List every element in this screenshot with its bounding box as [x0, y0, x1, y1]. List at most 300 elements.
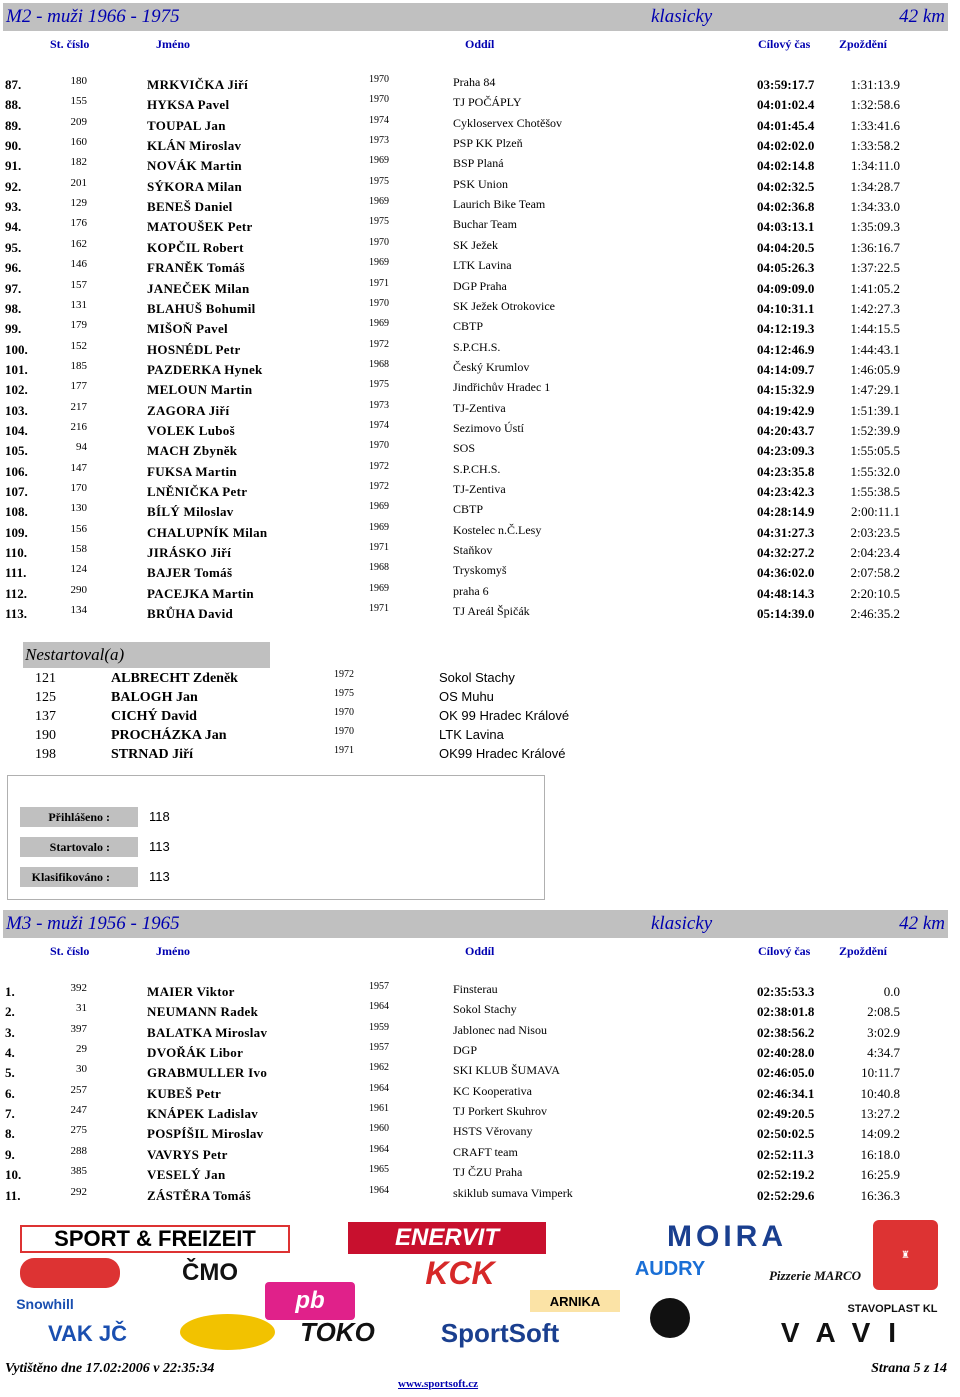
sponsor-name: KCK [425, 1254, 495, 1291]
delay-cell: 1:51:39.1 [850, 402, 900, 418]
table-row [0, 1122, 960, 1142]
year-cell: 1965 [369, 1164, 389, 1176]
year-cell: 1970 [334, 707, 354, 718]
table-row [0, 1102, 960, 1122]
club-cell: S.P.CH.S. [453, 461, 501, 476]
rank-cell: 3. [5, 1024, 15, 1040]
start-number-cell: 182 [70, 156, 87, 169]
club-cell: Kostelec n.Č.Lesy [453, 522, 542, 537]
name-cell: BENEŠ Daniel [147, 199, 233, 215]
year-cell: 1969 [369, 257, 389, 269]
website-link[interactable]: www.sportsoft.cz [398, 1378, 479, 1390]
rank-cell: 110. [5, 545, 28, 561]
table-row [0, 1000, 960, 1020]
time-cell: 02:40:28.0 [757, 1045, 815, 1061]
sponsor-logo [530, 1290, 620, 1312]
delay-cell: 1:42:27.3 [850, 300, 900, 316]
name-cell: BRŮHA David [147, 606, 234, 622]
delay-cell: 2:46:35.2 [850, 606, 900, 622]
club-cell: TJ ČZU Praha [453, 1165, 523, 1180]
club-cell: TJ Porkert Skuhrov [453, 1104, 547, 1119]
delay-cell: 10:40.8 [860, 1085, 900, 1101]
year-cell: 1964 [369, 1001, 389, 1013]
name-cell: VAVRYS Petr [147, 1146, 228, 1162]
name-cell: PROCHÁZKA Jan [111, 728, 227, 743]
rank-cell: 95. [5, 239, 22, 255]
time-cell: 03:59:17.7 [757, 77, 815, 92]
club-cell: BSP Planá [453, 156, 504, 171]
rank-cell: 93. [5, 199, 22, 215]
table-row [0, 439, 960, 459]
year-cell: 1973 [369, 399, 389, 411]
time-cell: 02:38:56.2 [757, 1024, 815, 1040]
start-number-cell: 290 [70, 583, 87, 596]
club-cell: Laurich Bike Team [453, 197, 546, 212]
rank-cell: 107. [5, 484, 28, 499]
year-cell: 1964 [369, 1082, 389, 1094]
name-cell: NOVÁK Martin [147, 158, 242, 174]
year-cell: 1971 [369, 542, 389, 554]
time-cell: 04:12:19.3 [757, 321, 815, 337]
start-number-cell: 147 [70, 461, 87, 474]
table-row [0, 1163, 960, 1183]
year-cell: 1969 [369, 521, 389, 533]
rank-cell: 104. [5, 422, 28, 438]
category-style: klasicky [651, 6, 713, 27]
year-cell: 1961 [369, 1103, 389, 1115]
club-cell: PSP KK Plzeň [453, 136, 523, 151]
year-cell: 1971 [334, 745, 354, 756]
table-row [0, 73, 960, 93]
sponsor-logo [765, 1264, 865, 1288]
delay-cell: 1:34:33.0 [850, 199, 900, 215]
sponsor-name: SportSoft [440, 1317, 560, 1348]
name-cell: CHALUPNÍK Milan [147, 524, 268, 540]
start-number-cell: 209 [70, 115, 87, 128]
col-club: Oddíl [465, 37, 495, 51]
year-cell: 1957 [369, 1042, 389, 1054]
start-number-cell: 190 [35, 728, 56, 743]
year-cell: 1973 [369, 135, 389, 147]
sponsor-name: VAVI [780, 1317, 915, 1348]
start-number-cell: 180 [70, 75, 87, 87]
year-cell: 1964 [369, 1184, 389, 1196]
time-cell: 04:19:42.9 [757, 402, 815, 418]
club-cell: OS Muhu [439, 689, 494, 704]
club-cell: praha 6 [453, 583, 489, 598]
start-number-cell: 185 [70, 359, 87, 372]
table-row [0, 256, 960, 276]
list-item [0, 744, 960, 763]
rank-cell: 89. [5, 117, 22, 133]
col-name: Jméno [156, 37, 190, 51]
year-cell: 1974 [369, 419, 389, 431]
rank-cell: 106. [5, 463, 28, 479]
table-row [0, 1021, 960, 1041]
column-headers [0, 35, 960, 53]
rank-cell: 101. [5, 361, 28, 377]
table-row [0, 419, 960, 439]
rank-cell: 103. [5, 402, 28, 418]
club-cell: TJ Areál Špičák [453, 604, 530, 619]
year-cell: 1968 [369, 358, 389, 370]
club-cell: OK 99 Hradec Králové [439, 708, 570, 723]
start-number-cell: 134 [70, 604, 87, 617]
time-cell: 04:12:46.9 [757, 341, 815, 357]
start-number-cell: 177 [70, 380, 87, 393]
club-cell: Český Krumlov [453, 359, 530, 374]
sponsor-logo [15, 1294, 75, 1314]
club-cell: TJ-Zentiva [453, 400, 506, 415]
name-cell: BALOGH Jan [111, 690, 198, 705]
name-cell: JIRÁSKO Jiří [147, 545, 232, 561]
name-cell: JANEČEK Milan [147, 280, 250, 296]
time-cell: 02:50:02.5 [757, 1126, 815, 1142]
year-cell: 1957 [369, 981, 389, 992]
table-row [0, 195, 960, 215]
time-cell: 02:52:19.2 [757, 1167, 815, 1183]
club-cell: SK Ježek [453, 237, 498, 252]
time-cell: 02:46:05.0 [757, 1065, 815, 1081]
table-row [0, 1184, 960, 1204]
start-number-cell: 30 [76, 1063, 87, 1076]
delay-cell: 2:04:23.4 [850, 545, 900, 561]
time-cell: 04:02:36.8 [757, 199, 815, 215]
category-header [3, 910, 948, 938]
start-number-cell: 170 [70, 482, 87, 494]
table-row [0, 521, 960, 541]
table-row [0, 236, 960, 256]
rank-cell: 102. [5, 382, 28, 398]
club-cell: Finsterau [453, 982, 498, 996]
delay-cell: 1:44:15.5 [850, 321, 900, 337]
time-cell: 04:10:31.1 [757, 300, 815, 316]
name-cell: BALATKA Miroslav [147, 1024, 268, 1040]
start-number-cell: 257 [70, 1083, 87, 1096]
club-cell: SKI KLUB ŠUMAVA [453, 1063, 560, 1078]
rank-cell: 113. [5, 606, 28, 622]
classified-value: 113 [149, 869, 170, 884]
start-number-cell: 392 [70, 982, 87, 994]
club-cell: LTK Lavina [453, 258, 512, 273]
name-cell: MELOUN Martin [147, 382, 253, 398]
sponsor-logo [835, 1302, 950, 1316]
year-cell: 1969 [369, 318, 389, 330]
table-row [0, 317, 960, 337]
delay-cell: 1:34:11.0 [851, 158, 900, 174]
start-number-cell: 201 [70, 176, 87, 189]
year-cell: 1972 [369, 481, 389, 492]
year-cell: 1968 [369, 562, 389, 574]
time-cell: 02:49:20.5 [757, 1106, 815, 1122]
name-cell: VESELÝ Jan [147, 1167, 226, 1183]
year-cell: 1975 [369, 216, 389, 228]
delay-cell: 0.0 [883, 984, 900, 999]
time-cell: 04:36:02.0 [757, 565, 815, 581]
name-cell: HYKSA Pavel [147, 97, 230, 113]
rank-cell: 9. [5, 1146, 15, 1162]
delay-cell: 1:33:58.2 [850, 138, 900, 154]
time-cell: 04:23:09.3 [757, 443, 815, 459]
sponsor-logo [285, 1318, 390, 1346]
club-cell: Staňkov [453, 543, 493, 558]
start-number-cell: 198 [35, 747, 56, 762]
club-cell: HSTS Věrovany [453, 1124, 533, 1139]
start-number-cell: 158 [70, 543, 87, 556]
year-cell: 1969 [369, 501, 389, 513]
table-row [0, 114, 960, 134]
time-cell: 04:32:27.2 [757, 545, 815, 561]
rank-cell: 111. [5, 565, 27, 581]
name-cell: ALBRECHT Zdeněk [111, 671, 238, 686]
start-number-cell: 288 [70, 1144, 87, 1157]
sponsor-name: VAK JČ [47, 1321, 128, 1346]
club-cell: DGP [453, 1043, 478, 1058]
name-cell: PACEJKA Martin [147, 585, 254, 601]
table-row [0, 154, 960, 174]
table-row [0, 582, 960, 602]
year-cell: 1970 [369, 297, 389, 309]
start-number-cell: 157 [70, 278, 87, 291]
club-cell: TJ POČÁPLY [453, 95, 522, 110]
table-row [0, 561, 960, 581]
col-start-number: St. číslo [50, 37, 90, 51]
sponsor-name: ČMO [182, 1259, 238, 1286]
start-number-cell: 29 [76, 1043, 87, 1056]
table-row [0, 358, 960, 378]
name-cell: BÍLÝ Miloslav [147, 504, 234, 520]
club-cell: PSK Union [453, 176, 509, 191]
year-cell: 1972 [369, 338, 389, 350]
name-cell: MIŠOŇ Pavel [147, 321, 228, 337]
club-cell: Cykloservex Chotěšov [453, 115, 562, 130]
category-distance: 42 km [899, 6, 945, 27]
club-cell: skiklub sumava Vimperk [453, 1185, 573, 1200]
coat-of-arms-icon: ♜ [873, 1220, 938, 1290]
time-cell: 04:28:14.9 [757, 504, 815, 520]
page-number: Strana 5 z 14 [871, 1361, 947, 1376]
table-row [0, 175, 960, 195]
rank-cell: 108. [5, 504, 28, 520]
rank-cell: 96. [5, 260, 22, 276]
delay-cell: 1:46:05.9 [850, 361, 900, 377]
time-cell: 04:02:14.8 [757, 158, 815, 174]
table-row [0, 1061, 960, 1081]
table-row [0, 1143, 960, 1163]
registered-label: Přihlášeno : [20, 807, 138, 827]
col-time: Cílový čas [758, 944, 811, 958]
sponsor-logo [400, 1317, 600, 1348]
time-cell: 04:14:09.7 [757, 361, 815, 377]
rank-cell: 4. [5, 1045, 15, 1061]
start-number-cell: 247 [70, 1104, 87, 1117]
name-cell: MRKVIČKA Jiří [147, 77, 249, 92]
delay-cell: 2:07:58.2 [850, 565, 900, 581]
start-number-cell: 129 [70, 197, 87, 210]
start-number-cell: 146 [70, 258, 87, 271]
sponsor-logo [605, 1258, 735, 1280]
sponsor-name: ENERVIT [394, 1224, 499, 1251]
col-time: Cílový čas [758, 37, 811, 51]
year-cell: 1974 [369, 114, 389, 126]
start-number-cell: 152 [70, 339, 87, 352]
start-number-cell: 130 [70, 502, 87, 515]
delay-cell: 2:08.5 [867, 1004, 900, 1020]
delay-cell: 2:03:23.5 [850, 524, 900, 540]
start-number-cell: 275 [70, 1124, 87, 1137]
time-cell: 04:01:45.4 [757, 117, 815, 133]
year-cell: 1969 [369, 155, 389, 167]
club-cell: CRAFT team [453, 1144, 518, 1159]
start-number-cell: 385 [70, 1165, 87, 1178]
club-cell: CBTP [453, 319, 484, 334]
col-delay: Zpoždění [839, 944, 888, 958]
table-row [0, 602, 960, 622]
delay-cell: 1:36:16.7 [850, 239, 900, 255]
col-delay: Zpoždění [839, 37, 888, 51]
year-cell: 1960 [369, 1123, 389, 1135]
table-row [0, 480, 960, 500]
start-number-cell: 124 [70, 563, 87, 576]
list-item [0, 706, 960, 725]
sponsor-badge-icon [180, 1314, 275, 1350]
name-cell: DVOŘÁK Libor [147, 1045, 244, 1061]
sponsor-logo [20, 1258, 120, 1288]
rank-cell: 6. [5, 1085, 15, 1101]
delay-cell: 1:47:29.1 [850, 382, 900, 398]
sponsor-name: AUDRY [634, 1257, 706, 1280]
year-cell: 1970 [334, 726, 354, 737]
sponsor-logo [20, 1225, 290, 1253]
rank-cell: 1. [5, 984, 15, 999]
delay-cell: 1:34:28.7 [850, 178, 900, 194]
rank-cell: 8. [5, 1126, 15, 1142]
club-cell: Buchar Team [453, 217, 517, 232]
start-number-cell: 131 [70, 298, 87, 311]
delay-cell: 4:34.7 [867, 1045, 900, 1061]
name-cell: MACH Zbyněk [147, 443, 238, 459]
club-cell: Sokol Stachy [453, 1002, 517, 1017]
time-cell: 04:23:42.3 [757, 484, 815, 499]
not-started-header [23, 642, 270, 668]
table-row [0, 277, 960, 297]
name-cell: HOSNÉDL Petr [147, 341, 241, 357]
delay-cell: 1:55:05.5 [850, 443, 900, 459]
rank-cell: 90. [5, 138, 22, 154]
list-item [0, 725, 960, 744]
delay-cell: 1:33:41.6 [850, 117, 900, 133]
sponsor-logo [390, 1256, 530, 1290]
sponsor-logo [627, 1222, 827, 1252]
sponsor-name: Snowhill [16, 1296, 74, 1312]
sponsor-name: ARNIKA [549, 1293, 601, 1309]
delay-cell: 1:44:43.1 [850, 341, 900, 357]
table-row [0, 1041, 960, 1061]
club-cell: Jablonec nad Nisou [453, 1022, 547, 1037]
year-cell: 1970 [369, 440, 389, 452]
rank-cell: 5. [5, 1065, 15, 1081]
col-name: Jméno [156, 944, 190, 958]
started-label: Startovalo : [20, 837, 138, 857]
table-row [0, 297, 960, 317]
year-cell: 1969 [369, 196, 389, 208]
club-cell: SK Ježek Otrokovice [453, 298, 555, 313]
club-cell: SOS [453, 441, 476, 456]
rank-cell: 100. [5, 341, 28, 357]
time-cell: 04:31:27.3 [757, 524, 815, 540]
delay-cell: 1:37:22.5 [850, 260, 900, 276]
rank-cell: 2. [5, 1004, 15, 1020]
time-cell: 05:14:39.0 [757, 606, 815, 622]
rank-cell: 105. [5, 443, 28, 459]
start-number-cell: 216 [70, 420, 87, 433]
rank-cell: 91. [5, 158, 22, 174]
time-cell: 04:04:20.5 [757, 239, 815, 255]
classified-label: Klasifikováno : [20, 867, 138, 887]
start-number-cell: 156 [70, 522, 87, 535]
time-cell: 02:38:01.8 [757, 1004, 815, 1020]
time-cell: 02:46:34.1 [757, 1085, 815, 1101]
category-title: M3 - muži 1956 - 1965 [6, 913, 180, 934]
year-cell: 1970 [369, 94, 389, 106]
name-cell: LNĚNIČKA Petr [147, 484, 248, 499]
sponsor-name: MOIRA [667, 1220, 787, 1253]
sponsor-logo [265, 1282, 355, 1320]
column-headers [0, 942, 960, 960]
category-title: M2 - muži 1966 - 1975 [6, 6, 180, 27]
summary-box [7, 775, 545, 900]
club-cell: Sezimovo Ústí [453, 420, 524, 435]
name-cell: PAZDERKA Hynek [147, 361, 263, 377]
category-style: klasicky [651, 913, 713, 934]
club-cell: S.P.CH.S. [453, 339, 501, 354]
name-cell: ZAGORA Jiří [147, 402, 230, 418]
club-cell: Jindřichův Hradec 1 [453, 380, 551, 395]
sponsor-name: Pizzerie MARCO [768, 1268, 862, 1283]
sponsor-logo [20, 1320, 155, 1348]
year-cell: 1971 [369, 603, 389, 615]
name-cell: FRANĚK Tomáš [147, 260, 245, 276]
year-cell: 1959 [369, 1021, 389, 1033]
sponsor-name: STAVOPLAST KL [847, 1303, 938, 1315]
time-cell: 04:15:32.9 [757, 382, 815, 398]
sponsor-logo [155, 1260, 265, 1286]
time-cell: 04:20:43.7 [757, 422, 815, 438]
name-cell: STRNAD Jiří [111, 747, 194, 762]
rank-cell: 87. [5, 77, 22, 92]
club-cell: DGP Praha [453, 278, 507, 293]
start-number-cell: 176 [70, 217, 87, 230]
name-cell: KLÁN Miroslav [147, 138, 242, 154]
started-value: 113 [149, 839, 170, 854]
club-cell: OK99 Hradec Králové [439, 746, 566, 761]
time-cell: 04:02:02.0 [757, 138, 815, 154]
time-cell: 02:52:29.6 [757, 1187, 815, 1203]
delay-cell: 16:36.3 [860, 1187, 900, 1203]
year-cell: 1975 [334, 688, 354, 699]
time-cell: 02:52:11.3 [757, 1146, 814, 1162]
rank-cell: 94. [5, 219, 22, 235]
club-cell: TJ-Zentiva [453, 482, 506, 496]
table-row [0, 541, 960, 561]
start-number-cell: 162 [70, 237, 87, 250]
year-cell: 1972 [369, 460, 389, 472]
table-row [0, 460, 960, 480]
year-cell: 1971 [369, 277, 389, 289]
start-number-cell: 292 [70, 1185, 87, 1198]
start-number-cell: 125 [35, 690, 56, 705]
start-number-cell: 397 [70, 1022, 87, 1035]
